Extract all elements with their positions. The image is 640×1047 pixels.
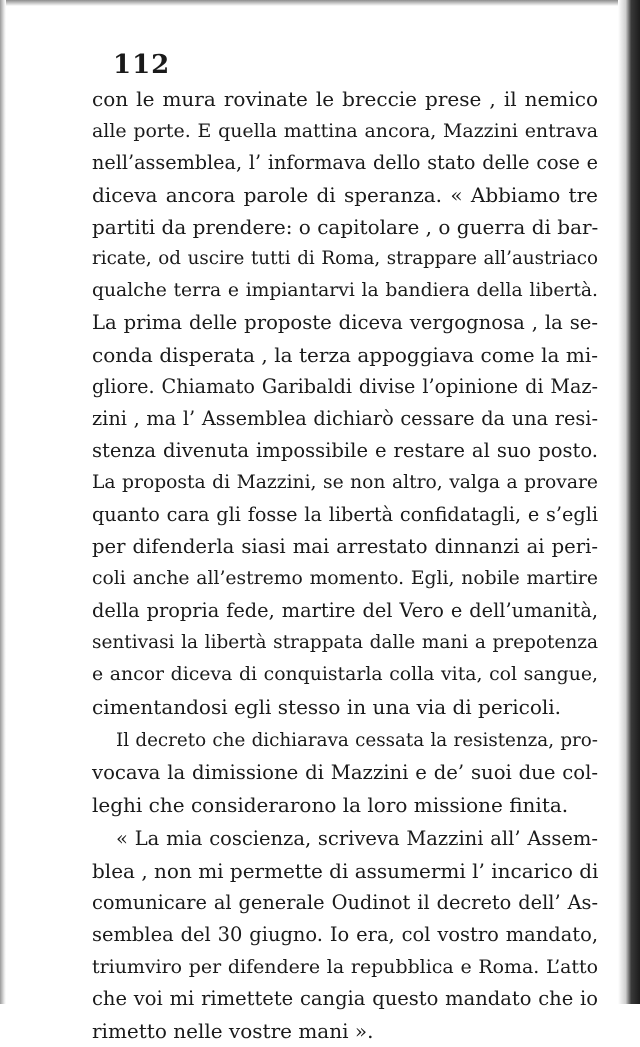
text-line: Il decreto che dichiarava cessata la resistenza, pro- [116, 730, 598, 751]
text-line: che voi mi rimettete cangia questo mandato che io [92, 987, 598, 1010]
text-line: conda disperata , la terza appoggiava come la mi- [92, 343, 598, 367]
text-line: qualche terra e impiantarvi la bandiera della libertà. [92, 280, 598, 301]
text-line: sentivasi la libertà strappata dalle mani a prepotenza [92, 632, 598, 653]
text-line: diceva ancora parole di speranza. « Abbiamo tre [92, 183, 598, 207]
text-line: nell’assemblea, l’ informava dello stato delle cose e [92, 151, 598, 174]
text-line: La prima delle proposte diceva vergognosa , la se- [92, 311, 598, 334]
text-line: stenza divenuta impossibile e restare al suo posto. [92, 439, 598, 462]
scan-right-edge [618, 0, 640, 1004]
text-line: vocava la dimissione di Mazzini e de’ suoi due col- [92, 761, 598, 784]
page-number: 112 [113, 50, 171, 80]
text-line: partiti da prendere: o capitolare , o guerra di bar- [92, 215, 599, 239]
text-line: ricate, od uscire tutti di Roma, strappare all’austriaco [92, 248, 598, 269]
text-line: e ancor diceva di conquistarla colla vita, col sangue, [92, 664, 598, 685]
text-line: « La mia coscienza, scriveva Mazzini all’ Assem- [116, 827, 598, 850]
text-line: della propria fede, martire del Vero e dell’umanità, [92, 599, 598, 622]
text-line: comunicare al generale Oudinot il decreto dell’ As- [92, 891, 598, 914]
text-line: triumviro per difendere la repubblica e Roma. L’atto [92, 956, 598, 978]
text-line: cimentandosi egli stesso in una via di pericoli. [92, 695, 562, 719]
text-line: con le mura rovinate le breccie prese , il nemico [92, 87, 598, 111]
body-text [92, 83, 598, 1047]
scan-top-edge [0, 0, 640, 6]
text-line: coli anche all’estremo momento. Egli, nobile martire [92, 568, 598, 589]
text-line: rimetto nelle vostre mani ». [92, 1019, 374, 1043]
text-line: leghi che considerarono la loro missione finita. [92, 793, 569, 817]
text-line: alle porte. E quella mattina ancora, Mazzini entrava [92, 120, 598, 142]
text-line: blea , non mi permette di assumermi l’ incarico di [92, 859, 599, 883]
scan-left-edge [0, 0, 6, 1004]
text-line: La proposta di Mazzini, se non altro, valga a provare [92, 472, 598, 493]
text-line: semblea del 30 giugno. Io era, col vostro mandato, [92, 923, 598, 946]
text-line: per difenderla siasi mai arrestato dinnanzi ai peri- [92, 535, 598, 558]
text-line: gliore. Chiamato Garibaldi divise l’opinione di Maz- [92, 375, 598, 398]
text-line: zini , ma l’ Assemblea dichiarò cessare da una resi- [92, 407, 598, 430]
text-line: quanto cara gli fosse la libertà confidatagli, e s’egli [92, 503, 598, 526]
